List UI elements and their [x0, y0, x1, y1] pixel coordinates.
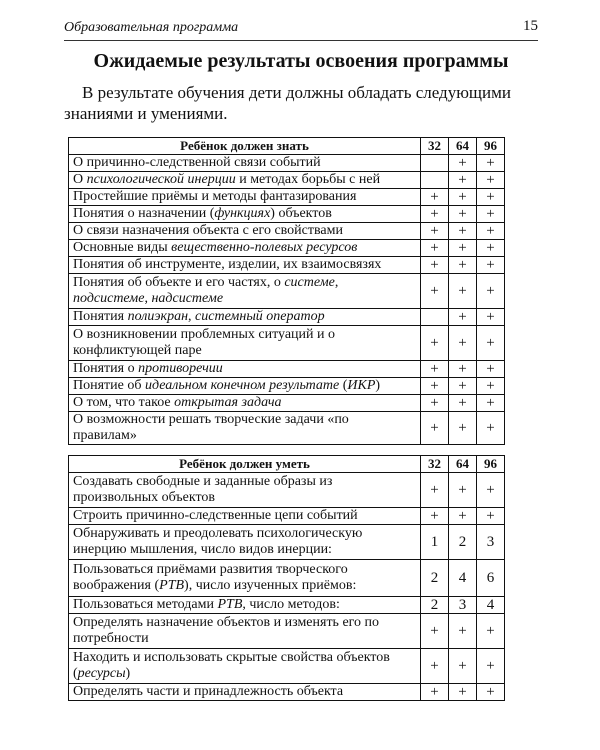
intro-paragraph: В результате обучения дети должны обладать следующими знаниями и умениями.	[64, 83, 511, 123]
description-text: Понятие об	[73, 378, 145, 393]
skills-row-description	[69, 684, 421, 701]
knowledge-cell-32: +	[421, 206, 449, 223]
knowledge-row-description	[69, 257, 421, 274]
knowledge-cell-64: +	[449, 206, 477, 223]
knowledge-row	[69, 189, 505, 206]
knowledge-cell-64: +	[449, 274, 477, 309]
description-text: ) объектов	[270, 206, 332, 221]
description-text: и методах борьбы с ней	[235, 172, 381, 187]
description-text: системе	[284, 275, 335, 290]
description-text: ресурсы	[77, 666, 126, 681]
description-text: Понятия об инструменте, изделии, их взаимосвязях	[73, 257, 382, 272]
skills-cell-96: 4	[477, 597, 505, 614]
knowledge-cell-32: +	[421, 395, 449, 412]
description-text: )	[375, 378, 381, 393]
description-text: Пользоваться методами	[73, 597, 218, 612]
description-text: ИКР	[347, 378, 376, 393]
skills-header-96: 96	[477, 456, 505, 473]
knowledge-row-description	[69, 378, 421, 395]
description-text: ,	[188, 309, 196, 324]
skills-cell-96: 6	[477, 560, 505, 597]
knowledge-cell-96: +	[477, 395, 505, 412]
skills-cell-32: +	[421, 649, 449, 684]
description-text: , число методов:	[242, 597, 340, 612]
knowledge-cell-64: +	[449, 240, 477, 257]
description-text: полиэкран	[127, 309, 189, 324]
knowledge-cell-32: +	[421, 378, 449, 395]
description-text: открытая задача	[174, 395, 282, 410]
description-text: Создавать свободные и заданные образы из произвольных объектов	[73, 474, 333, 505]
knowledge-row	[69, 223, 505, 240]
description-text: (	[339, 378, 348, 393]
description-text: О том, что такое	[73, 395, 175, 410]
knowledge-cell-64: +	[449, 361, 477, 378]
knowledge-cell-96: +	[477, 309, 505, 326]
skills-row-description	[69, 525, 421, 560]
knowledge-cell-96: +	[477, 172, 505, 189]
skills-cell-32: +	[421, 614, 449, 649]
skills-cell-64: 2	[449, 525, 477, 560]
skills-row	[69, 525, 505, 560]
knowledge-cell-96: +	[477, 412, 505, 445]
description-text: О возможности решать творческие задачи «по правилам»	[73, 412, 349, 443]
knowledge-row	[69, 274, 505, 309]
skills-cell-32: +	[421, 508, 449, 525]
knowledge-cell-96: +	[477, 223, 505, 240]
knowledge-cell-96: +	[477, 378, 505, 395]
description-text: Строить причинно-следственные цепи событий	[73, 508, 358, 523]
knowledge-table	[68, 137, 505, 445]
knowledge-row	[69, 172, 505, 189]
knowledge-row	[69, 412, 505, 445]
description-text: Основные виды	[73, 240, 172, 255]
skills-cell-96: +	[477, 649, 505, 684]
knowledge-cell-96: +	[477, 326, 505, 361]
knowledge-cell-96: +	[477, 257, 505, 274]
knowledge-row-description	[69, 189, 421, 206]
description-text: системный оператор	[195, 309, 325, 324]
knowledge-row-description	[69, 206, 421, 223]
description-text: Понятия	[73, 309, 128, 324]
knowledge-row-description	[69, 412, 421, 445]
knowledge-cell-32: +	[421, 412, 449, 445]
skills-cell-32: 2	[421, 560, 449, 597]
skills-cell-96: 3	[477, 525, 505, 560]
knowledge-cell-32: +	[421, 257, 449, 274]
knowledge-cell-64: +	[449, 155, 477, 172]
knowledge-row-description	[69, 223, 421, 240]
description-text: Находить и использовать скрытые свойства объектов (	[73, 650, 390, 681]
knowledge-row	[69, 309, 505, 326]
description-text: О причинно-следственной связи событий	[73, 155, 321, 170]
knowledge-header-96: 96	[477, 138, 505, 155]
section-heading: Ожидаемые результаты освоения программы	[93, 50, 509, 72]
knowledge-cell-32: +	[421, 189, 449, 206]
knowledge-row-description	[69, 361, 421, 378]
skills-row	[69, 508, 505, 525]
skills-cell-64: 3	[449, 597, 477, 614]
knowledge-cell-32: +	[421, 240, 449, 257]
knowledge-cell-32	[421, 309, 449, 326]
description-text: Понятия об объекте и его частях, о	[73, 275, 285, 290]
description-text: Определять назначение объектов и изменять его по потребности	[73, 615, 380, 646]
description-text: Определять части и принадлежность объекта	[73, 684, 344, 699]
knowledge-row	[69, 395, 505, 412]
skills-cell-96: +	[477, 614, 505, 649]
description-text: РТВ	[159, 578, 185, 593]
skills-cell-64: +	[449, 473, 477, 508]
description-text: О связи назначения объекта с его свойствами	[73, 223, 343, 238]
skills-row	[69, 597, 505, 614]
description-text: противоречии	[138, 361, 223, 376]
skills-header-description: Ребёнок должен уметь	[69, 456, 421, 473]
description-text: подсистеме	[73, 291, 145, 306]
skills-row-description	[69, 597, 421, 614]
skills-cell-32: +	[421, 684, 449, 701]
skills-cell-32: 1	[421, 525, 449, 560]
skills-row	[69, 560, 505, 597]
skills-row-description	[69, 560, 421, 597]
skills-row-description	[69, 649, 421, 684]
knowledge-header-description: Ребёнок должен знать	[69, 138, 421, 155]
knowledge-row-description	[69, 395, 421, 412]
skills-cell-64: +	[449, 614, 477, 649]
knowledge-cell-64: +	[449, 326, 477, 361]
knowledge-cell-64: +	[449, 257, 477, 274]
page-number: 15	[523, 18, 538, 34]
knowledge-cell-96: +	[477, 274, 505, 309]
description-text: РТВ	[217, 597, 243, 612]
skills-cell-32: +	[421, 473, 449, 508]
skills-cell-64: +	[449, 508, 477, 525]
knowledge-row	[69, 257, 505, 274]
description-text: )	[125, 666, 131, 681]
knowledge-row-description	[69, 309, 421, 326]
description-text: ), число изученных приёмов:	[184, 578, 357, 593]
skills-cell-64: +	[449, 684, 477, 701]
description-text: функциях	[214, 206, 271, 221]
description-text: вещественно-полевых ресурсов	[171, 240, 358, 255]
knowledge-row	[69, 240, 505, 257]
knowledge-cell-96: +	[477, 155, 505, 172]
skills-header-32: 32	[421, 456, 449, 473]
knowledge-row	[69, 206, 505, 223]
knowledge-cell-64: +	[449, 395, 477, 412]
page-header	[64, 18, 538, 41]
knowledge-cell-64: +	[449, 189, 477, 206]
knowledge-cell-64: +	[449, 223, 477, 240]
knowledge-cell-64: +	[449, 412, 477, 445]
skills-header-64: 64	[449, 456, 477, 473]
running-title: Образовательная программа	[64, 20, 239, 35]
description-text: идеальном конечном результате	[145, 378, 340, 393]
skills-row	[69, 684, 505, 701]
description-text: надсистеме	[151, 291, 224, 306]
skills-row	[69, 473, 505, 508]
knowledge-cell-32	[421, 172, 449, 189]
knowledge-row	[69, 155, 505, 172]
knowledge-row	[69, 361, 505, 378]
knowledge-cell-32	[421, 155, 449, 172]
knowledge-row-description	[69, 240, 421, 257]
skills-cell-96: +	[477, 684, 505, 701]
skills-cell-64: 4	[449, 560, 477, 597]
knowledge-row-description	[69, 326, 421, 361]
knowledge-cell-96: +	[477, 361, 505, 378]
skills-cell-32: 2	[421, 597, 449, 614]
skills-row	[69, 649, 505, 684]
knowledge-cell-64: +	[449, 309, 477, 326]
knowledge-header-64: 64	[449, 138, 477, 155]
knowledge-cell-96: +	[477, 240, 505, 257]
knowledge-header-32: 32	[421, 138, 449, 155]
knowledge-cell-32: +	[421, 274, 449, 309]
skills-cell-96: +	[477, 473, 505, 508]
description-text: Понятия о	[73, 361, 139, 376]
skills-row	[69, 614, 505, 649]
description-text: Обнаруживать и преодолевать психологическую инерцию мышления, число видов инерции:	[73, 526, 363, 557]
knowledge-row	[69, 326, 505, 361]
skills-table	[68, 455, 505, 701]
skills-row-description	[69, 473, 421, 508]
description-text: ,	[334, 275, 339, 290]
knowledge-cell-32: +	[421, 223, 449, 240]
description-text: О	[73, 172, 87, 187]
knowledge-cell-96: +	[477, 206, 505, 223]
description-text: Пользоваться приёмами развития творческого воображения (	[73, 562, 348, 593]
knowledge-row-description	[69, 172, 421, 189]
description-text: О возникновении проблемных ситуаций и о конфликтующей паре	[73, 327, 336, 358]
knowledge-cell-64: +	[449, 172, 477, 189]
description-text: ,	[144, 291, 152, 306]
knowledge-row-description	[69, 274, 421, 309]
knowledge-cell-32: +	[421, 361, 449, 378]
knowledge-row	[69, 378, 505, 395]
knowledge-cell-64: +	[449, 378, 477, 395]
description-text: Понятия о назначении (	[73, 206, 215, 221]
skills-cell-64: +	[449, 649, 477, 684]
knowledge-cell-96: +	[477, 189, 505, 206]
skills-row-description	[69, 614, 421, 649]
knowledge-row-description	[69, 155, 421, 172]
description-text: Простейшие приёмы и методы фантазирования	[73, 189, 357, 204]
skills-cell-96: +	[477, 508, 505, 525]
knowledge-cell-32: +	[421, 326, 449, 361]
description-text: психологической инерции	[86, 172, 236, 187]
skills-row-description	[69, 508, 421, 525]
